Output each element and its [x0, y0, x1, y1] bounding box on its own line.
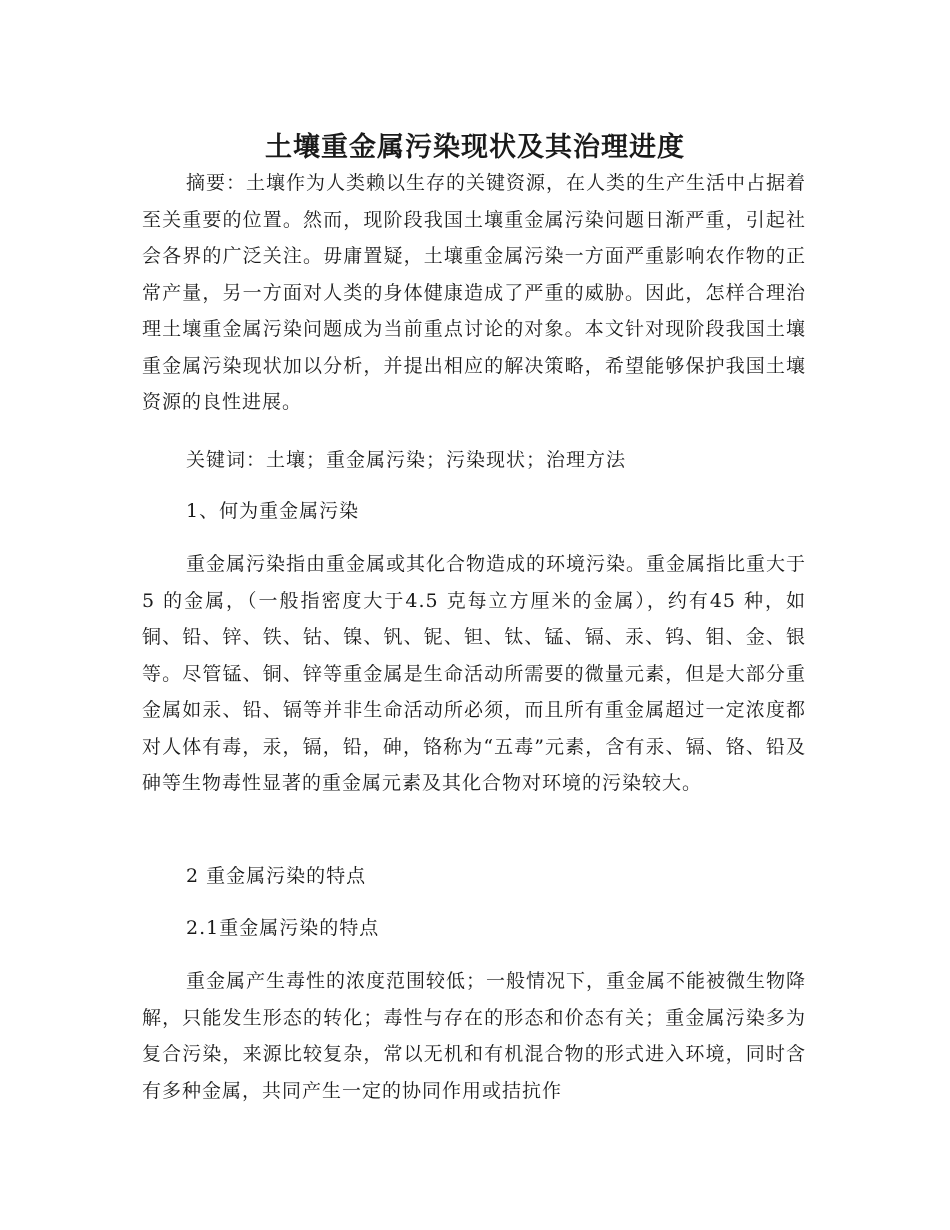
abstract-paragraph: 摘要：土壤作为人类赖以生存的关键资源，在人类的生产生活中占据着至关重要的位置。然而，现阶段我国土壤重金属污染问题日渐严重，引起社会各界的广泛关注。毋庸置疑，土壤重金属污染一方面严重影响农作物的正常产量，另一方面对人类的身体健康造成了严重的威胁。因此，怎样合理治理土壤重金属污染问题成为当前重点讨论的对象。本文针对现阶段我国土壤重金属污染现状加以分析，并提出相应的解决策略，希望能够保护我国土壤资源的良性进展。	[142, 172, 807, 413]
section-1-paragraph: 重金属污染指由重金属或其化合物造成的环境污染。重金属指比重大于5 的金属，（一般指密度大于4.5 克每立方厘米的金属），约有45 种，如铜、铅、锌、铁、钴、镍、钒、铌、钽、钛、锰、镉、汞、钨、钼、金、银等。尽管锰、铜、锌等重金属是生命活动所需要的微量元素，但是大部分重金属如汞、铅、镉等并非生命活动所必须，而且所有重金属超过一定浓度都对人体有毒，汞，镉，铅，砷，铬称为“五毒”元素，含有汞、镉、铬、铅及砷等生物毒性显著的重金属元素及其化合物对环境的污染较大。	[142, 553, 807, 794]
section-1-heading: 1、何为重金属污染	[186, 500, 360, 522]
section-2-heading: 2 重金属污染的特点	[186, 865, 367, 887]
keywords-line: 关键词：土壤；重金属污染；污染现状；治理方法	[186, 449, 627, 471]
section-2-1-heading: 2.1重金属污染的特点	[186, 917, 380, 939]
section-2-1-paragraph: 重金属产生毒性的浓度范围较低；一般情况下，重金属不能被微生物降解，只能发生形态的转化；毒性与存在的形态和价态有关；重金属污染多为复合污染，来源比较复杂，常以无机和有机混合物的形式进入环境，同时含有多种金属，共同产生一定的协同作用或拮抗作	[142, 970, 807, 1102]
document-title: 土壤重金属污染现状及其治理进度	[265, 132, 685, 164]
